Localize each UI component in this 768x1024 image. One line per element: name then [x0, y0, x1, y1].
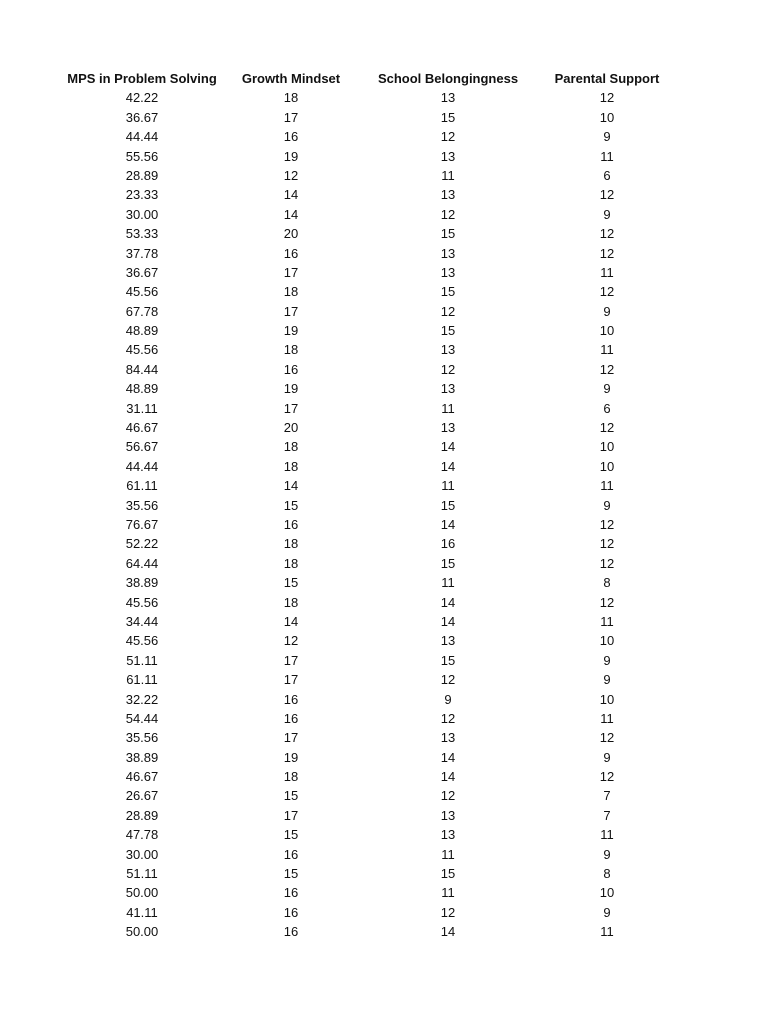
table-cell: 12 [440, 303, 456, 319]
table-cell: 16 [283, 516, 299, 532]
table-cell: 51.11 [126, 652, 158, 668]
table-cell: 30.00 [125, 206, 159, 222]
table-cell: 12 [599, 361, 615, 377]
table-cell: 28.89 [125, 807, 159, 823]
table-cell: 23.33 [125, 187, 159, 203]
table-cell: 15 [440, 323, 456, 339]
table-cell: 56.67 [125, 439, 159, 455]
table-cell: 12 [599, 594, 615, 610]
table-cell: 14 [440, 769, 456, 785]
table-cell: 13 [440, 187, 456, 203]
table-cell: 12 [440, 710, 456, 726]
table-cell: 17 [283, 672, 299, 688]
table-cell: 11 [441, 478, 455, 494]
table-cell: 13 [440, 245, 456, 261]
table-cell: 64.44 [125, 555, 159, 571]
table-cell: 9 [603, 303, 611, 319]
table-cell: 28.89 [125, 167, 159, 183]
table-cell: 47.78 [125, 827, 159, 843]
table-cell: 18 [283, 769, 299, 785]
table-cell: 9 [603, 129, 611, 145]
table-cell: 13 [440, 827, 456, 843]
table-cell: 15 [283, 827, 299, 843]
table-cell: 10 [599, 109, 615, 125]
table-cell: 14 [283, 613, 299, 629]
table-cell: 16 [283, 710, 299, 726]
table-cell: 11 [441, 400, 455, 416]
table-cell: 13 [440, 342, 456, 358]
table-cell: 12 [599, 284, 615, 300]
table-cell: 15 [440, 555, 456, 571]
table-cell: 6 [603, 167, 611, 183]
table-cell: 11 [600, 478, 614, 494]
table-cell: 76.67 [125, 516, 159, 532]
table-cell: 12 [599, 420, 615, 436]
table-cell: 35.56 [125, 730, 159, 746]
table-cell: 9 [444, 691, 452, 707]
table-cell: 19 [283, 323, 299, 339]
table-cell: 18 [283, 536, 299, 552]
table-cell: 8 [603, 866, 611, 882]
column-mps-problem-solving [67, 69, 217, 942]
table-cell: 16 [283, 129, 299, 145]
table-cell: 16 [283, 846, 299, 862]
table-cell: 11 [441, 167, 455, 183]
table-cell: 50.00 [125, 924, 159, 940]
table-cell: 14 [440, 924, 456, 940]
table-cell: 12 [440, 904, 456, 920]
table-cell: 32.22 [125, 691, 159, 707]
table-cell: 45.56 [125, 342, 159, 358]
column-growth-mindset [242, 69, 340, 942]
table-cell: 13 [440, 90, 456, 106]
table-cell: 7 [603, 788, 611, 804]
table-cell: 18 [283, 439, 299, 455]
column-header: MPS in Problem Solving [67, 71, 217, 86]
table-cell: 12 [283, 167, 299, 183]
table-cell: 10 [599, 458, 615, 474]
table-cell: 11 [600, 148, 614, 164]
table-cell: 11 [600, 924, 614, 940]
table-cell: 12 [440, 361, 456, 377]
table-cell: 61.11 [126, 478, 158, 494]
table-cell: 9 [603, 381, 611, 397]
table-cell: 51.11 [126, 866, 158, 882]
table-cell: 38.89 [125, 749, 159, 765]
table-cell: 12 [599, 245, 615, 261]
table-cell: 50.00 [125, 885, 159, 901]
table-cell: 84.44 [125, 361, 159, 377]
table-cell: 45.56 [125, 284, 159, 300]
table-cell: 12 [599, 555, 615, 571]
table-cell: 12 [599, 516, 615, 532]
table-cell: 17 [283, 400, 299, 416]
table-cell: 15 [440, 109, 456, 125]
table-cell: 16 [283, 245, 299, 261]
table-cell: 36.67 [125, 264, 159, 280]
table-cell: 52.22 [125, 536, 159, 552]
table-cell: 11 [441, 885, 455, 901]
table-cell: 17 [283, 303, 299, 319]
table-cell: 9 [603, 672, 611, 688]
table-cell: 12 [599, 769, 615, 785]
table-cell: 14 [440, 516, 456, 532]
table-cell: 16 [283, 361, 299, 377]
table-cell: 20 [283, 226, 299, 242]
table-cell: 15 [283, 575, 299, 591]
table-cell: 12 [440, 129, 456, 145]
table-cell: 7 [603, 807, 611, 823]
table-cell: 15 [440, 866, 456, 882]
table-cell: 11 [441, 575, 455, 591]
table-cell: 13 [440, 381, 456, 397]
table-cell: 13 [440, 730, 456, 746]
table-cell: 10 [599, 691, 615, 707]
table-cell: 15 [283, 866, 299, 882]
table-cell: 16 [283, 885, 299, 901]
table-cell: 19 [283, 381, 299, 397]
table-cell: 41.11 [126, 904, 158, 920]
column-header: Growth Mindset [241, 71, 341, 86]
table-cell: 9 [603, 846, 611, 862]
table-cell: 9 [603, 749, 611, 765]
table-cell: 17 [283, 652, 299, 668]
table-cell: 15 [283, 788, 299, 804]
table-cell: 15 [440, 284, 456, 300]
table-cell: 14 [440, 749, 456, 765]
table-cell: 11 [600, 264, 614, 280]
table-cell: 13 [440, 148, 456, 164]
table-cell: 45.56 [125, 594, 159, 610]
table-cell: 13 [440, 633, 456, 649]
table-cell: 18 [283, 458, 299, 474]
table-cell: 14 [440, 613, 456, 629]
table-cell: 14 [440, 594, 456, 610]
column-parental-support [555, 69, 660, 942]
table-cell: 12 [599, 730, 615, 746]
table-cell: 17 [283, 807, 299, 823]
table-cell: 46.67 [125, 769, 159, 785]
table-cell: 14 [440, 458, 456, 474]
table-cell: 15 [283, 497, 299, 513]
table-cell: 17 [283, 109, 299, 125]
table-cell: 12 [440, 206, 456, 222]
table-cell: 16 [440, 536, 456, 552]
table-cell: 31.11 [126, 400, 158, 416]
table-cell: 37.78 [125, 245, 159, 261]
table-cell: 35.56 [125, 497, 159, 513]
table-cell: 15 [440, 652, 456, 668]
table-cell: 10 [599, 885, 615, 901]
table-cell: 36.67 [125, 109, 159, 125]
table-cell: 11 [600, 827, 614, 843]
table-cell: 6 [603, 400, 611, 416]
table-cell: 15 [440, 497, 456, 513]
table-cell: 11 [600, 613, 614, 629]
table-cell: 9 [603, 904, 611, 920]
table-cell: 44.44 [125, 129, 159, 145]
table-cell: 12 [599, 536, 615, 552]
table-cell: 18 [283, 284, 299, 300]
table-cell: 10 [599, 439, 615, 455]
table-cell: 18 [283, 594, 299, 610]
table-cell: 12 [599, 226, 615, 242]
table-cell: 44.44 [125, 458, 159, 474]
table-cell: 18 [283, 555, 299, 571]
table-cell: 10 [599, 323, 615, 339]
table-cell: 16 [283, 924, 299, 940]
table-cell: 19 [283, 749, 299, 765]
table-cell: 34.44 [125, 613, 159, 629]
table-cell: 46.67 [125, 420, 159, 436]
table-cell: 15 [440, 226, 456, 242]
table-cell: 48.89 [125, 323, 159, 339]
table-cell: 30.00 [125, 846, 159, 862]
column-header: School Belongingness [377, 71, 519, 86]
table-cell: 14 [283, 187, 299, 203]
table-cell: 12 [599, 187, 615, 203]
column-school-belongingness [378, 69, 518, 942]
table-cell: 61.11 [126, 672, 158, 688]
table-cell: 19 [283, 148, 299, 164]
table-cell: 9 [603, 206, 611, 222]
table-cell: 67.78 [125, 303, 159, 319]
table-cell: 10 [599, 633, 615, 649]
table-cell: 54.44 [125, 710, 159, 726]
table-cell: 14 [440, 439, 456, 455]
table-cell: 12 [599, 90, 615, 106]
table-cell: 17 [283, 264, 299, 280]
table-cell: 9 [603, 497, 611, 513]
table-cell: 38.89 [125, 575, 159, 591]
table-cell: 13 [440, 807, 456, 823]
table-cell: 16 [283, 904, 299, 920]
table-cell: 14 [283, 478, 299, 494]
table-cell: 18 [283, 342, 299, 358]
table-cell: 11 [600, 710, 614, 726]
table-cell: 11 [441, 846, 455, 862]
table-cell: 55.56 [125, 148, 159, 164]
table-cell: 20 [283, 420, 299, 436]
table-cell: 48.89 [125, 381, 159, 397]
table-cell: 18 [283, 90, 299, 106]
table-cell: 12 [283, 633, 299, 649]
table-cell: 11 [600, 342, 614, 358]
table-cell: 13 [440, 420, 456, 436]
table-cell: 8 [603, 575, 611, 591]
table-cell: 14 [283, 206, 299, 222]
table-cell: 16 [283, 691, 299, 707]
table-cell: 17 [283, 730, 299, 746]
column-header: Parental Support [554, 71, 660, 86]
table-cell: 42.22 [125, 90, 159, 106]
table-cell: 13 [440, 264, 456, 280]
table-cell: 12 [440, 672, 456, 688]
table-cell: 9 [603, 652, 611, 668]
table-cell: 26.67 [125, 788, 159, 804]
table-cell: 12 [440, 788, 456, 804]
table-cell: 45.56 [125, 633, 159, 649]
table-cell: 53.33 [125, 226, 159, 242]
